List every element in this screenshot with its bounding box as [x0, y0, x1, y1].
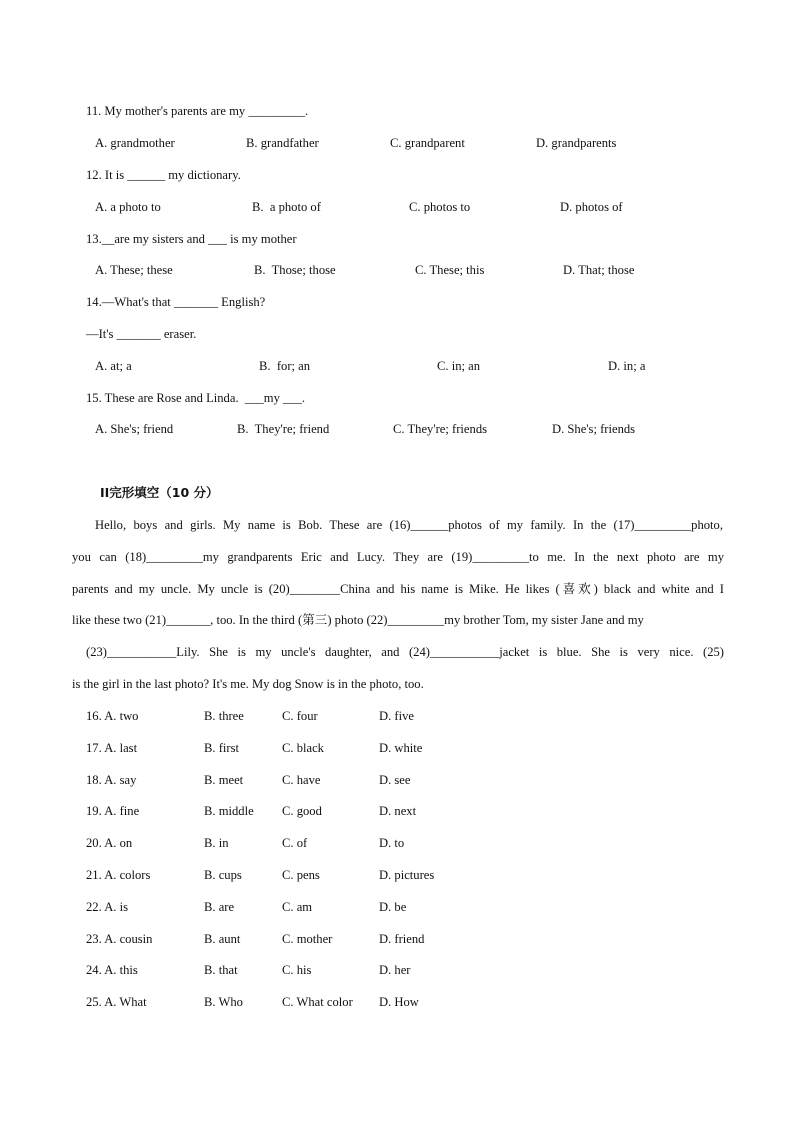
question-12-stem: 12. It is ______ my dictionary. — [86, 168, 241, 182]
cloze-q17-option-a: 17. A. last — [86, 741, 138, 755]
q13-option-c: C. These; this — [415, 263, 485, 277]
cloze-q17-option-c: C. black — [282, 741, 324, 755]
question-11-stem: 11. My mother's parents are my _________. — [86, 104, 309, 118]
cloze-q24-option-b: B. that — [204, 963, 238, 977]
cloze-q25-option-d: D. How — [379, 995, 419, 1009]
q11-option-d: D. grandparents — [536, 136, 617, 150]
passage-line-3: parents and my uncle. My uncle is (20)________China and his name is Mike. He likes (喜欢) black and white and I — [72, 582, 724, 596]
cloze-q19-option-c: C. good — [282, 804, 322, 818]
cloze-q16-option-b: B. three — [204, 709, 244, 723]
cloze-q20-option-b: B. in — [204, 836, 229, 850]
passage-line-6: is the girl in the last photo? It's me. My dog Snow is in the photo, too. — [72, 677, 424, 691]
cloze-q23-option-a: 23. A. cousin — [86, 932, 153, 946]
section-heading: II完形填空（10 分） — [100, 485, 219, 500]
cloze-q18-option-d: D. see — [379, 773, 411, 787]
passage-line-4: like these two (21)_______, too. In the third (第三) photo (22)_________my brother Tom, my sister Jane and my — [72, 613, 644, 627]
q12-option-d: D. photos of — [560, 200, 623, 214]
q13-option-d: D. That; those — [563, 263, 635, 277]
q14-option-c: C. in; an — [437, 359, 481, 373]
q11-option-c: C. grandparent — [390, 136, 465, 150]
cloze-q19-option-b: B. middle — [204, 804, 254, 818]
q14-option-a: A. at; a — [95, 359, 132, 373]
q11-option-a: A. grandmother — [95, 136, 175, 150]
q11-option-b: B. grandfather — [246, 136, 319, 150]
q15-option-b: B. They're; friend — [237, 422, 330, 436]
cloze-q25-option-a: 25. A. What — [86, 995, 147, 1009]
q14-option-d: D. in; a — [608, 359, 646, 373]
q15-option-d: D. She's; friends — [552, 422, 636, 436]
question-14-stem: 14.—What's that _______ English? — [86, 295, 266, 309]
q13-option-b: B. Those; those — [254, 263, 336, 277]
cloze-q23-option-d: D. friend — [379, 932, 425, 946]
cloze-q24-option-d: D. her — [379, 963, 411, 977]
cloze-q20-option-d: D. to — [379, 836, 405, 850]
passage-line-2: you can (18)_________my grandparents Eric and Lucy. They are (19)_________to me. In the next photo are my — [72, 550, 724, 564]
cloze-q25-option-b: B. Who — [204, 995, 243, 1009]
passage-line-5: (23)___________Lily. She is my uncle's daughter, and (24)___________jacket is blue. She is very nice. (25) — [86, 645, 724, 659]
cloze-q21-option-c: C. pens — [282, 868, 320, 882]
q13-option-a: A. These; these — [95, 263, 173, 277]
cloze-q18-option-c: C. have — [282, 773, 321, 787]
cloze-q19-option-a: 19. A. fine — [86, 804, 140, 818]
q14-option-b: B. for; an — [259, 359, 311, 373]
cloze-q16-option-c: C. four — [282, 709, 318, 723]
cloze-q22-option-a: 22. A. is — [86, 900, 128, 914]
cloze-q24-option-a: 24. A. this — [86, 963, 138, 977]
q12-option-a: A. a photo to — [95, 200, 161, 214]
cloze-q17-option-b: B. first — [204, 741, 239, 755]
cloze-q21-option-a: 21. A. colors — [86, 868, 151, 882]
cloze-q20-option-c: C. of — [282, 836, 308, 850]
cloze-q19-option-d: D. next — [379, 804, 417, 818]
cloze-q17-option-d: D. white — [379, 741, 423, 755]
cloze-q22-option-c: C. am — [282, 900, 313, 914]
cloze-q23-option-c: C. mother — [282, 932, 333, 946]
question-13-stem: 13.__are my sisters and ___ is my mother — [86, 232, 297, 246]
cloze-q21-option-d: D. pictures — [379, 868, 435, 882]
cloze-q22-option-d: D. be — [379, 900, 407, 914]
question-14-stem-reply: —It's _______ eraser. — [86, 327, 197, 341]
q12-option-c: C. photos to — [409, 200, 471, 214]
cloze-q25-option-c: C. What color — [282, 995, 353, 1009]
cloze-q16-option-d: D. five — [379, 709, 414, 723]
cloze-q22-option-b: B. are — [204, 900, 235, 914]
q12-option-b: B. a photo of — [252, 200, 321, 214]
cloze-q16-option-a: 16. A. two — [86, 709, 139, 723]
q15-option-c: C. They're; friends — [393, 422, 488, 436]
question-15-stem: 15. These are Rose and Linda. ___my ___. — [86, 391, 306, 405]
cloze-q21-option-b: B. cups — [204, 868, 242, 882]
passage-line-1: Hello, boys and girls. My name is Bob. These are (16)______photos of my family. In the (17)_________photo, — [95, 518, 723, 532]
cloze-q18-option-b: B. meet — [204, 773, 244, 787]
cloze-q18-option-a: 18. A. say — [86, 773, 137, 787]
cloze-q24-option-c: C. his — [282, 963, 312, 977]
cloze-q23-option-b: B. aunt — [204, 932, 241, 946]
q15-option-a: A. She's; friend — [95, 422, 174, 436]
cloze-q20-option-a: 20. A. on — [86, 836, 133, 850]
